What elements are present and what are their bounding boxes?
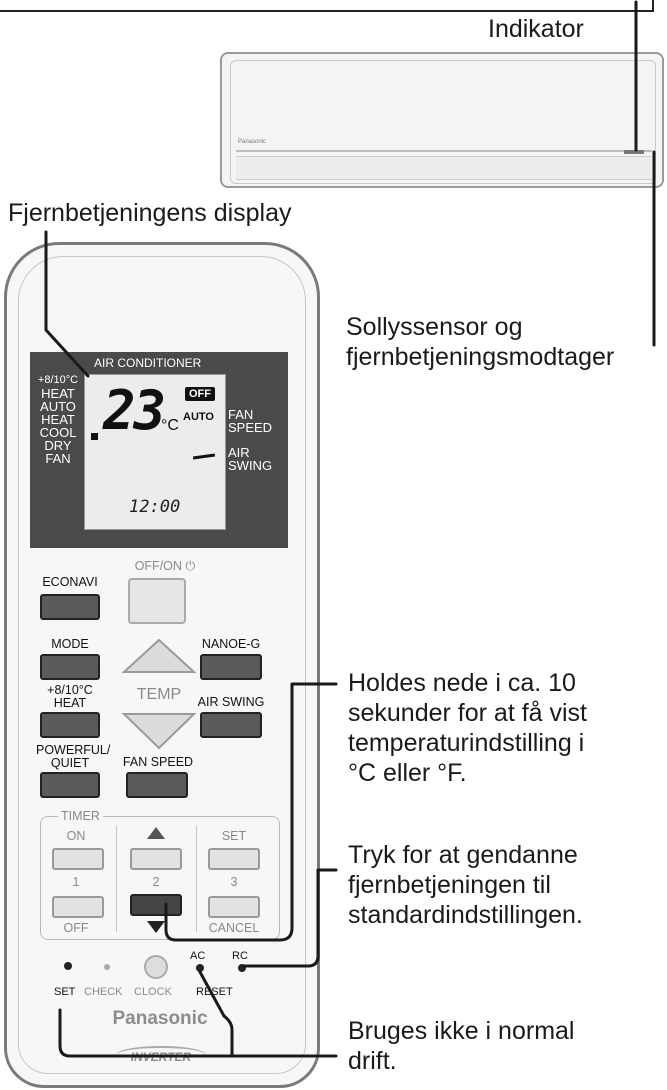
leader-unused xyxy=(60,1010,336,1056)
lcd-unit: °C xyxy=(161,417,179,434)
set-small-label: SET xyxy=(54,986,76,998)
unused-line1: Bruges ikke i normal xyxy=(348,1017,575,1045)
mode-auto: AUTO xyxy=(40,399,76,414)
heat-8-line1: +8/10°C xyxy=(47,683,93,697)
sensor-label-line2: fjernbetjeningsmodtager xyxy=(346,343,615,371)
timer-set-label: SET xyxy=(221,829,247,843)
leader-unused-ac xyxy=(200,972,232,1056)
reset-label: RESET xyxy=(196,986,233,998)
clock-label: CLOCK xyxy=(134,986,172,998)
econavi-label: ECONAVI xyxy=(42,575,98,589)
nanoe-label: NANOE-G xyxy=(201,637,261,651)
temp-label: TEMP xyxy=(136,686,182,703)
hold-line3: temperaturindstilling i xyxy=(348,729,585,757)
mode-fan: FAN xyxy=(45,451,71,466)
leader-hold xyxy=(166,684,336,940)
mode-dry: DRY xyxy=(44,438,72,453)
mode-label: MODE xyxy=(51,637,89,651)
air-swing-line1: AIR xyxy=(228,445,250,460)
fan-speed-line2: SPEED xyxy=(228,420,273,435)
off-on-label: OFF/ON ⏻ xyxy=(134,559,196,573)
lcd-off-badge: OFF xyxy=(185,387,215,401)
mode-plus8: +8/10°C xyxy=(37,374,79,386)
timer-on-label: ON xyxy=(66,829,86,843)
sensor-label-line1: Sollyssensor og xyxy=(346,313,523,341)
inverter-logo: INVERTER xyxy=(116,1046,206,1064)
timer-3-label: 3 xyxy=(230,875,238,889)
timer-label: TIMER xyxy=(58,810,103,823)
air-swing-line2: SWING xyxy=(228,458,273,473)
indoor-unit-brand: Panasonic xyxy=(238,139,267,145)
rc-label: RC xyxy=(232,950,248,962)
powerful-line2: QUIET xyxy=(50,756,90,770)
check-label: CHECK xyxy=(84,986,123,998)
indicator-label: Indikator xyxy=(488,15,584,43)
unused-line2: drift. xyxy=(348,1047,397,1075)
remote-display-label: Fjernbetjeningens display xyxy=(8,199,292,227)
timer-2-label: 2 xyxy=(152,875,160,889)
mode-heat-8: HEAT xyxy=(41,386,75,401)
air-swing-label: AIR SWING xyxy=(197,695,265,709)
powerful-line1: POWERFUL/ xyxy=(36,743,111,757)
timer-cancel-label: CANCEL xyxy=(208,921,260,935)
reset-line2: fjernbetjeningen til xyxy=(348,871,551,899)
hold-line1: Holdes nede i ca. 10 xyxy=(348,669,576,697)
lcd-auto: AUTO xyxy=(183,411,214,423)
remote-brand: Panasonic xyxy=(112,1008,208,1029)
ac-label: AC xyxy=(190,950,206,962)
lcd-clock: 12:00 xyxy=(129,497,181,517)
display-header: AIR CONDITIONER xyxy=(94,356,202,370)
mode-cool: COOL xyxy=(39,425,77,440)
reset-line1: Tryk for at gendanne xyxy=(348,841,578,869)
mode-heat: HEAT xyxy=(41,412,75,427)
reset-line3: standardindstillingen. xyxy=(348,901,583,929)
heat-8-line2: HEAT xyxy=(53,696,87,710)
lcd-temperature: 23 xyxy=(103,379,165,442)
leader-display xyxy=(46,232,88,376)
hold-line4: °C eller °F. xyxy=(348,759,467,787)
leader-reset xyxy=(244,870,336,966)
fan-speed-label: FAN SPEED xyxy=(122,755,194,769)
hold-line2: sekunder for at få vist xyxy=(348,699,588,727)
timer-1-label: 1 xyxy=(72,875,80,889)
timer-off-label: OFF xyxy=(63,921,89,935)
fan-speed-line1: FAN xyxy=(228,407,254,422)
